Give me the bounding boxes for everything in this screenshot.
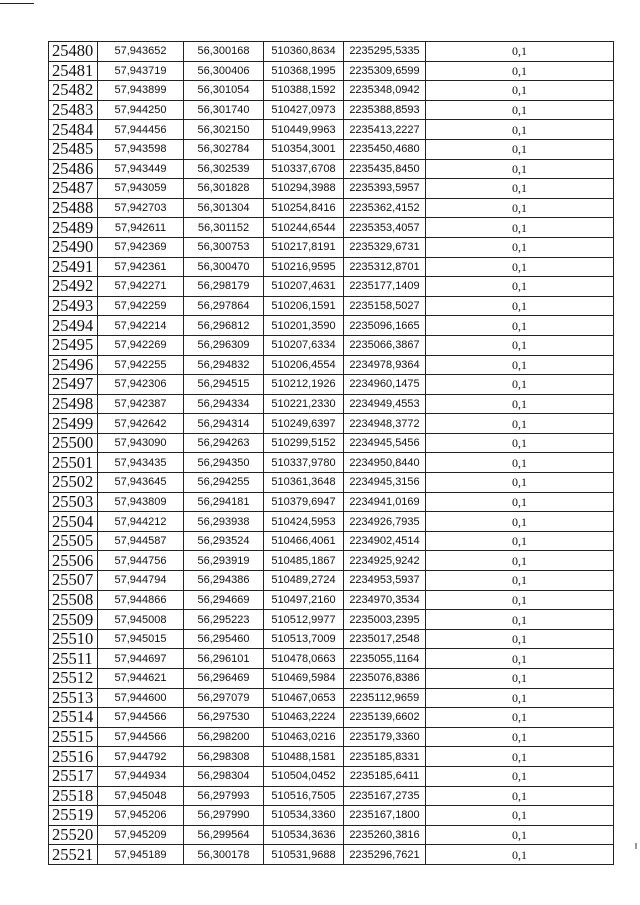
point-number-cell: 25499: [49, 414, 98, 434]
longitude-cell: 56,294669: [184, 590, 264, 610]
point-number-cell: 25517: [49, 766, 98, 786]
accuracy-cell: 0,1: [426, 179, 614, 199]
latitude-cell: 57,942255: [98, 355, 184, 375]
table-body: [49, 42, 614, 865]
latitude-cell: 57,944934: [98, 766, 184, 786]
longitude-cell: 56,295223: [184, 610, 264, 630]
table-row: [49, 218, 614, 238]
latitude-cell: 57,944456: [98, 120, 184, 140]
x-coordinate-cell: 510512,9977: [264, 610, 344, 630]
x-coordinate-cell: 510212,1926: [264, 375, 344, 395]
y-coordinate-cell: 2234960,1475: [344, 375, 426, 395]
latitude-cell: 57,945209: [98, 825, 184, 845]
table-row: [49, 335, 614, 355]
accuracy-cell: 0,1: [426, 590, 614, 610]
latitude-cell: 57,943652: [98, 42, 184, 62]
point-number-cell: 25507: [49, 571, 98, 591]
point-number-cell: 25502: [49, 473, 98, 493]
longitude-cell: 56,301740: [184, 100, 264, 120]
accuracy-cell: 0,1: [426, 61, 614, 81]
table-row: [49, 316, 614, 336]
table-row: [49, 571, 614, 591]
point-number-cell: 25483: [49, 100, 98, 120]
table-row: [49, 747, 614, 767]
x-coordinate-cell: 510337,6708: [264, 159, 344, 179]
accuracy-cell: 0,1: [426, 453, 614, 473]
accuracy-cell: 0,1: [426, 629, 614, 649]
table-row: [49, 179, 614, 199]
accuracy-cell: 0,1: [426, 786, 614, 806]
table-row: [49, 629, 614, 649]
longitude-cell: 56,294255: [184, 473, 264, 493]
x-coordinate-cell: 510449,9963: [264, 120, 344, 140]
table-row: [49, 708, 614, 728]
table-row: [49, 159, 614, 179]
longitude-cell: 56,298304: [184, 766, 264, 786]
x-coordinate-cell: 510368,1995: [264, 61, 344, 81]
longitude-cell: 56,294350: [184, 453, 264, 473]
latitude-cell: 57,944794: [98, 571, 184, 591]
point-number-cell: 25488: [49, 198, 98, 218]
x-coordinate-cell: 510516,7505: [264, 786, 344, 806]
latitude-cell: 57,942611: [98, 218, 184, 238]
point-number-cell: 25496: [49, 355, 98, 375]
table-row: [49, 120, 614, 140]
x-coordinate-cell: 510463,2224: [264, 708, 344, 728]
table-row: [49, 806, 614, 826]
point-number-cell: 25508: [49, 590, 98, 610]
point-number-cell: 25520: [49, 825, 98, 845]
table-row: [49, 610, 614, 630]
table-row: [49, 786, 614, 806]
x-coordinate-cell: 510249,6397: [264, 414, 344, 434]
point-number-cell: 25510: [49, 629, 98, 649]
point-number-cell: 25501: [49, 453, 98, 473]
x-coordinate-cell: 510466,4061: [264, 531, 344, 551]
longitude-cell: 56,300406: [184, 61, 264, 81]
x-coordinate-cell: 510463,0216: [264, 727, 344, 747]
point-number-cell: 25503: [49, 492, 98, 512]
point-number-cell: 25519: [49, 806, 98, 826]
y-coordinate-cell: 2235003,2395: [344, 610, 426, 630]
x-coordinate-cell: 510534,3360: [264, 806, 344, 826]
point-number-cell: 25485: [49, 139, 98, 159]
y-coordinate-cell: 2234953,5937: [344, 571, 426, 591]
x-coordinate-cell: 510201,3590: [264, 316, 344, 336]
point-number-cell: 25505: [49, 531, 98, 551]
point-number-cell: 25512: [49, 669, 98, 689]
accuracy-cell: 0,1: [426, 316, 614, 336]
point-number-cell: 25514: [49, 708, 98, 728]
point-number-cell: 25513: [49, 688, 98, 708]
longitude-cell: 56,297079: [184, 688, 264, 708]
point-number-cell: 25495: [49, 335, 98, 355]
x-coordinate-cell: 510207,4631: [264, 277, 344, 297]
latitude-cell: 57,944866: [98, 590, 184, 610]
latitude-cell: 57,942361: [98, 257, 184, 277]
table-row: [49, 453, 614, 473]
y-coordinate-cell: 2235139,6602: [344, 708, 426, 728]
accuracy-cell: 0,1: [426, 394, 614, 414]
longitude-cell: 56,296101: [184, 649, 264, 669]
table-row: [49, 727, 614, 747]
table-row: [49, 473, 614, 493]
x-coordinate-cell: 510360,8634: [264, 42, 344, 62]
y-coordinate-cell: 2234970,3534: [344, 590, 426, 610]
x-coordinate-cell: 510497,2160: [264, 590, 344, 610]
y-coordinate-cell: 2234941,0169: [344, 492, 426, 512]
x-coordinate-cell: 510388,1592: [264, 81, 344, 101]
longitude-cell: 56,294263: [184, 433, 264, 453]
longitude-cell: 56,301054: [184, 81, 264, 101]
longitude-cell: 56,294386: [184, 571, 264, 591]
accuracy-cell: 0,1: [426, 669, 614, 689]
y-coordinate-cell: 2234948,3772: [344, 414, 426, 434]
table-row: [49, 394, 614, 414]
x-coordinate-cell: 510469,5984: [264, 669, 344, 689]
table-row: [49, 688, 614, 708]
latitude-cell: 57,943809: [98, 492, 184, 512]
longitude-cell: 56,294181: [184, 492, 264, 512]
accuracy-cell: 0,1: [426, 355, 614, 375]
y-coordinate-cell: 2235112,9659: [344, 688, 426, 708]
table-row: [49, 825, 614, 845]
latitude-cell: 57,943719: [98, 61, 184, 81]
point-number-cell: 25500: [49, 433, 98, 453]
table-row: [49, 198, 614, 218]
accuracy-cell: 0,1: [426, 375, 614, 395]
point-number-cell: 25516: [49, 747, 98, 767]
latitude-cell: 57,944697: [98, 649, 184, 669]
point-number-cell: 25493: [49, 296, 98, 316]
latitude-cell: 57,944756: [98, 551, 184, 571]
point-number-cell: 25491: [49, 257, 98, 277]
longitude-cell: 56,298200: [184, 727, 264, 747]
table-row: [49, 355, 614, 375]
point-number-cell: 25481: [49, 61, 98, 81]
longitude-cell: 56,301828: [184, 179, 264, 199]
accuracy-cell: 0,1: [426, 218, 614, 238]
point-number-cell: 25487: [49, 179, 98, 199]
table-row: [49, 42, 614, 62]
table-row: [49, 531, 614, 551]
accuracy-cell: 0,1: [426, 512, 614, 532]
table-row: [49, 237, 614, 257]
accuracy-cell: 0,1: [426, 649, 614, 669]
latitude-cell: 57,944621: [98, 669, 184, 689]
latitude-cell: 57,943090: [98, 433, 184, 453]
x-coordinate-cell: 510337,9780: [264, 453, 344, 473]
y-coordinate-cell: 2235435,8450: [344, 159, 426, 179]
accuracy-cell: 0,1: [426, 257, 614, 277]
x-coordinate-cell: 510294,3988: [264, 179, 344, 199]
latitude-cell: 57,942269: [98, 335, 184, 355]
y-coordinate-cell: 2235295,5335: [344, 42, 426, 62]
longitude-cell: 56,302784: [184, 139, 264, 159]
latitude-cell: 57,945048: [98, 786, 184, 806]
y-coordinate-cell: 2234949,4553: [344, 394, 426, 414]
latitude-cell: 57,942214: [98, 316, 184, 336]
latitude-cell: 57,945008: [98, 610, 184, 630]
x-coordinate-cell: 510216,9595: [264, 257, 344, 277]
accuracy-cell: 0,1: [426, 610, 614, 630]
y-coordinate-cell: 2235348,0942: [344, 81, 426, 101]
accuracy-cell: 0,1: [426, 531, 614, 551]
x-coordinate-cell: 510221,2330: [264, 394, 344, 414]
x-coordinate-cell: 510513,7009: [264, 629, 344, 649]
latitude-cell: 57,945206: [98, 806, 184, 826]
y-coordinate-cell: 2235393,5957: [344, 179, 426, 199]
latitude-cell: 57,944587: [98, 531, 184, 551]
longitude-cell: 56,297990: [184, 806, 264, 826]
point-number-cell: 25511: [49, 649, 98, 669]
y-coordinate-cell: 2235055,1164: [344, 649, 426, 669]
point-number-cell: 25509: [49, 610, 98, 630]
accuracy-cell: 0,1: [426, 139, 614, 159]
latitude-cell: 57,945015: [98, 629, 184, 649]
longitude-cell: 56,294515: [184, 375, 264, 395]
coordinates-table: [48, 41, 614, 865]
accuracy-cell: 0,1: [426, 806, 614, 826]
point-number-cell: 25492: [49, 277, 98, 297]
latitude-cell: 57,943435: [98, 453, 184, 473]
latitude-cell: 57,942642: [98, 414, 184, 434]
accuracy-cell: 0,1: [426, 120, 614, 140]
latitude-cell: 57,942703: [98, 198, 184, 218]
point-number-cell: 25506: [49, 551, 98, 571]
x-coordinate-cell: 510379,6947: [264, 492, 344, 512]
x-coordinate-cell: 510485,1867: [264, 551, 344, 571]
longitude-cell: 56,297530: [184, 708, 264, 728]
x-coordinate-cell: 510206,4554: [264, 355, 344, 375]
x-coordinate-cell: 510427,0973: [264, 100, 344, 120]
table-row: [49, 277, 614, 297]
point-number-cell: 25482: [49, 81, 98, 101]
table-row: [49, 296, 614, 316]
latitude-cell: 57,945189: [98, 845, 184, 865]
y-coordinate-cell: 2235017,2548: [344, 629, 426, 649]
y-coordinate-cell: 2235312,8701: [344, 257, 426, 277]
latitude-cell: 57,944212: [98, 512, 184, 532]
accuracy-cell: 0,1: [426, 747, 614, 767]
latitude-cell: 57,944792: [98, 747, 184, 767]
longitude-cell: 56,300168: [184, 42, 264, 62]
accuracy-cell: 0,1: [426, 473, 614, 493]
edge-mark: [635, 843, 637, 849]
x-coordinate-cell: 510254,8416: [264, 198, 344, 218]
longitude-cell: 56,293524: [184, 531, 264, 551]
y-coordinate-cell: 2235076,8386: [344, 669, 426, 689]
latitude-cell: 57,944250: [98, 100, 184, 120]
y-coordinate-cell: 2235185,6411: [344, 766, 426, 786]
table-row: [49, 649, 614, 669]
x-coordinate-cell: 510299,5152: [264, 433, 344, 453]
y-coordinate-cell: 2235296,7621: [344, 845, 426, 865]
latitude-cell: 57,942259: [98, 296, 184, 316]
table-row: [49, 766, 614, 786]
latitude-cell: 57,943449: [98, 159, 184, 179]
latitude-cell: 57,942271: [98, 277, 184, 297]
point-number-cell: 25484: [49, 120, 98, 140]
accuracy-cell: 0,1: [426, 708, 614, 728]
y-coordinate-cell: 2235167,2735: [344, 786, 426, 806]
table-row: [49, 139, 614, 159]
longitude-cell: 56,301152: [184, 218, 264, 238]
y-coordinate-cell: 2234978,9364: [344, 355, 426, 375]
x-coordinate-cell: 510361,3648: [264, 473, 344, 493]
top-rule: [0, 3, 34, 4]
x-coordinate-cell: 510534,3636: [264, 825, 344, 845]
table-row: [49, 669, 614, 689]
longitude-cell: 56,297864: [184, 296, 264, 316]
longitude-cell: 56,294832: [184, 355, 264, 375]
accuracy-cell: 0,1: [426, 727, 614, 747]
y-coordinate-cell: 2235329,6731: [344, 237, 426, 257]
latitude-cell: 57,943899: [98, 81, 184, 101]
table-row: [49, 433, 614, 453]
point-number-cell: 25494: [49, 316, 98, 336]
longitude-cell: 56,302539: [184, 159, 264, 179]
longitude-cell: 56,301304: [184, 198, 264, 218]
x-coordinate-cell: 510217,8191: [264, 237, 344, 257]
accuracy-cell: 0,1: [426, 335, 614, 355]
y-coordinate-cell: 2234902,4514: [344, 531, 426, 551]
latitude-cell: 57,942369: [98, 237, 184, 257]
x-coordinate-cell: 510488,1581: [264, 747, 344, 767]
accuracy-cell: 0,1: [426, 492, 614, 512]
longitude-cell: 56,300470: [184, 257, 264, 277]
longitude-cell: 56,293938: [184, 512, 264, 532]
y-coordinate-cell: 2235362,4152: [344, 198, 426, 218]
y-coordinate-cell: 2235158,5027: [344, 296, 426, 316]
table-row: [49, 492, 614, 512]
accuracy-cell: 0,1: [426, 198, 614, 218]
accuracy-cell: 0,1: [426, 766, 614, 786]
table-row: [49, 845, 614, 865]
latitude-cell: 57,944600: [98, 688, 184, 708]
x-coordinate-cell: 510244,6544: [264, 218, 344, 238]
x-coordinate-cell: 510504,0452: [264, 766, 344, 786]
point-number-cell: 25486: [49, 159, 98, 179]
point-number-cell: 25521: [49, 845, 98, 865]
y-coordinate-cell: 2235066,3867: [344, 335, 426, 355]
y-coordinate-cell: 2234925,9242: [344, 551, 426, 571]
longitude-cell: 56,298308: [184, 747, 264, 767]
longitude-cell: 56,294314: [184, 414, 264, 434]
accuracy-cell: 0,1: [426, 100, 614, 120]
latitude-cell: 57,943059: [98, 179, 184, 199]
table-row: [49, 512, 614, 532]
y-coordinate-cell: 2235179,3360: [344, 727, 426, 747]
table-row: [49, 375, 614, 395]
y-coordinate-cell: 2235167,1800: [344, 806, 426, 826]
y-coordinate-cell: 2235260,3816: [344, 825, 426, 845]
accuracy-cell: 0,1: [426, 81, 614, 101]
longitude-cell: 56,302150: [184, 120, 264, 140]
point-number-cell: 25515: [49, 727, 98, 747]
point-number-cell: 25480: [49, 42, 98, 62]
latitude-cell: 57,942387: [98, 394, 184, 414]
accuracy-cell: 0,1: [426, 159, 614, 179]
table-row: [49, 100, 614, 120]
longitude-cell: 56,296469: [184, 669, 264, 689]
table-row: [49, 551, 614, 571]
y-coordinate-cell: 2235096,1665: [344, 316, 426, 336]
y-coordinate-cell: 2235450,4680: [344, 139, 426, 159]
accuracy-cell: 0,1: [426, 414, 614, 434]
x-coordinate-cell: 510467,0653: [264, 688, 344, 708]
table-row: [49, 81, 614, 101]
accuracy-cell: 0,1: [426, 571, 614, 591]
y-coordinate-cell: 2234926,7935: [344, 512, 426, 532]
x-coordinate-cell: 510206,1591: [264, 296, 344, 316]
longitude-cell: 56,296309: [184, 335, 264, 355]
y-coordinate-cell: 2234945,5456: [344, 433, 426, 453]
accuracy-cell: 0,1: [426, 825, 614, 845]
latitude-cell: 57,942306: [98, 375, 184, 395]
longitude-cell: 56,296812: [184, 316, 264, 336]
point-number-cell: 25497: [49, 375, 98, 395]
point-number-cell: 25518: [49, 786, 98, 806]
longitude-cell: 56,298179: [184, 277, 264, 297]
accuracy-cell: 0,1: [426, 42, 614, 62]
y-coordinate-cell: 2235185,8331: [344, 747, 426, 767]
latitude-cell: 57,944566: [98, 727, 184, 747]
y-coordinate-cell: 2234950,8440: [344, 453, 426, 473]
point-number-cell: 25490: [49, 237, 98, 257]
accuracy-cell: 0,1: [426, 551, 614, 571]
x-coordinate-cell: 510478,0663: [264, 649, 344, 669]
y-coordinate-cell: 2234945,3156: [344, 473, 426, 493]
longitude-cell: 56,299564: [184, 825, 264, 845]
x-coordinate-cell: 510354,3001: [264, 139, 344, 159]
longitude-cell: 56,297993: [184, 786, 264, 806]
point-number-cell: 25504: [49, 512, 98, 532]
accuracy-cell: 0,1: [426, 433, 614, 453]
table-row: [49, 590, 614, 610]
longitude-cell: 56,300178: [184, 845, 264, 865]
longitude-cell: 56,293919: [184, 551, 264, 571]
table-row: [49, 414, 614, 434]
table-row: [49, 257, 614, 277]
point-number-cell: 25498: [49, 394, 98, 414]
table-row: [49, 61, 614, 81]
longitude-cell: 56,294334: [184, 394, 264, 414]
latitude-cell: 57,943645: [98, 473, 184, 493]
longitude-cell: 56,295460: [184, 629, 264, 649]
latitude-cell: 57,943598: [98, 139, 184, 159]
x-coordinate-cell: 510207,6334: [264, 335, 344, 355]
y-coordinate-cell: 2235388,8593: [344, 100, 426, 120]
accuracy-cell: 0,1: [426, 688, 614, 708]
accuracy-cell: 0,1: [426, 845, 614, 865]
accuracy-cell: 0,1: [426, 237, 614, 257]
x-coordinate-cell: 510489,2724: [264, 571, 344, 591]
y-coordinate-cell: 2235353,4057: [344, 218, 426, 238]
x-coordinate-cell: 510424,5953: [264, 512, 344, 532]
x-coordinate-cell: 510531,9688: [264, 845, 344, 865]
point-number-cell: 25489: [49, 218, 98, 238]
y-coordinate-cell: 2235177,1409: [344, 277, 426, 297]
accuracy-cell: 0,1: [426, 296, 614, 316]
accuracy-cell: 0,1: [426, 277, 614, 297]
latitude-cell: 57,944566: [98, 708, 184, 728]
y-coordinate-cell: 2235309,6599: [344, 61, 426, 81]
longitude-cell: 56,300753: [184, 237, 264, 257]
y-coordinate-cell: 2235413,2227: [344, 120, 426, 140]
